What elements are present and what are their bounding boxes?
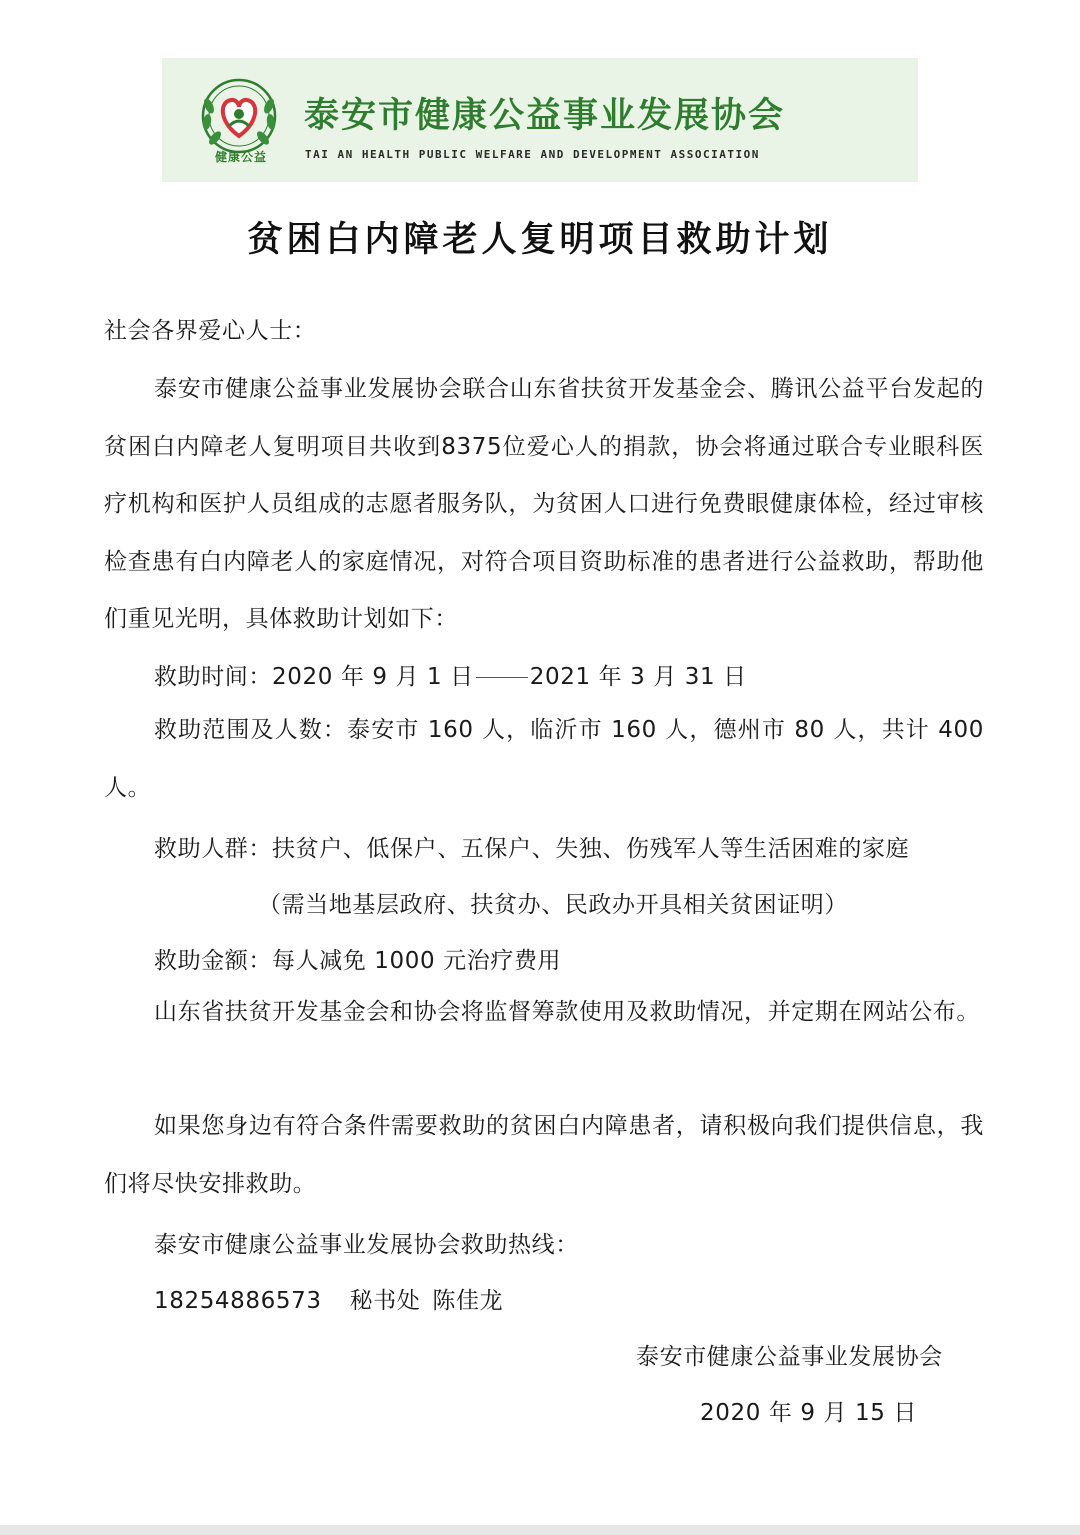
org-name-english: TAI AN HEALTH PUBLIC WELFARE AND DEVELOPMENT ASSOCIATION (305, 148, 760, 161)
hotline-phone: 18254886573 (154, 1288, 322, 1314)
hotline-label: 泰安市健康公益事业发展协会救助热线： (154, 1232, 579, 1258)
request-paragraph: 如果您身边有符合条件需要救助的贫困白内障患者，请积极向我们提供信息，我们将尽快安排救助。 (104, 1113, 984, 1197)
intro-paragraph: 泰安市健康公益事业发展协会联合山东省扶贫开发基金会、腾讯公益平台发起的贫困白内障老人复明项目共收到8375位爱心人的捐款，协会将通过联合专业眼科医疗机构和医护人员组成的志愿者服务队，为贫困人口进行免费眼健康体检，经过审核检查患有白内障老人的家庭情况，对符合项目资助标准的患者进行公益救助，帮助他们重见光明，具体救助计划如下： (104, 376, 984, 632)
aid-period-end: 2021 年 3 月 31 日 (529, 664, 747, 690)
signature-org: 泰安市健康公益事业发展协会 (636, 1344, 943, 1370)
supervision-paragraph: 山东省扶贫开发基金会和协会将监督筹款使用及救助情况，并定期在网站公布。 (154, 999, 980, 1025)
aid-period-start: 2020 年 9 月 1 日 (272, 664, 474, 690)
logo-caption: 健康公益 (214, 150, 267, 164)
aid-scope-paragraph: 救助范围及人数：泰安市 160 人，临沂市 160 人，德州市 80 人，共计 400 人。 (104, 717, 984, 801)
aid-target-note: （需当地基层政府、扶贫办、民政办开具相关贫困证明） (258, 892, 848, 918)
aid-amount: 救助金额：每人减免 1000 元治疗费用 (154, 948, 562, 974)
hotline-contact (154, 1282, 503, 1315)
salutation: 社会各界爱心人士： (104, 318, 317, 344)
bottom-edge (0, 1525, 1080, 1535)
org-name-chinese: 泰安市健康公益事业发展协会 (304, 95, 786, 136)
document-title: 贫困白内障老人复明项目救助计划 (247, 220, 833, 260)
aid-target-group: 救助人群：扶贫户、低保户、五保户、失独、伤残军人等生活困难的家庭 (154, 836, 910, 862)
hotline-office: 秘书处 (349, 1288, 421, 1314)
header-banner (162, 58, 918, 182)
aid-period (154, 658, 747, 691)
hotline-person: 陈佳龙 (432, 1288, 504, 1314)
date-range-dash (476, 677, 528, 678)
signature-date: 2020 年 9 月 15 日 (700, 1400, 917, 1426)
aid-period-label: 救助时间： (154, 664, 272, 690)
